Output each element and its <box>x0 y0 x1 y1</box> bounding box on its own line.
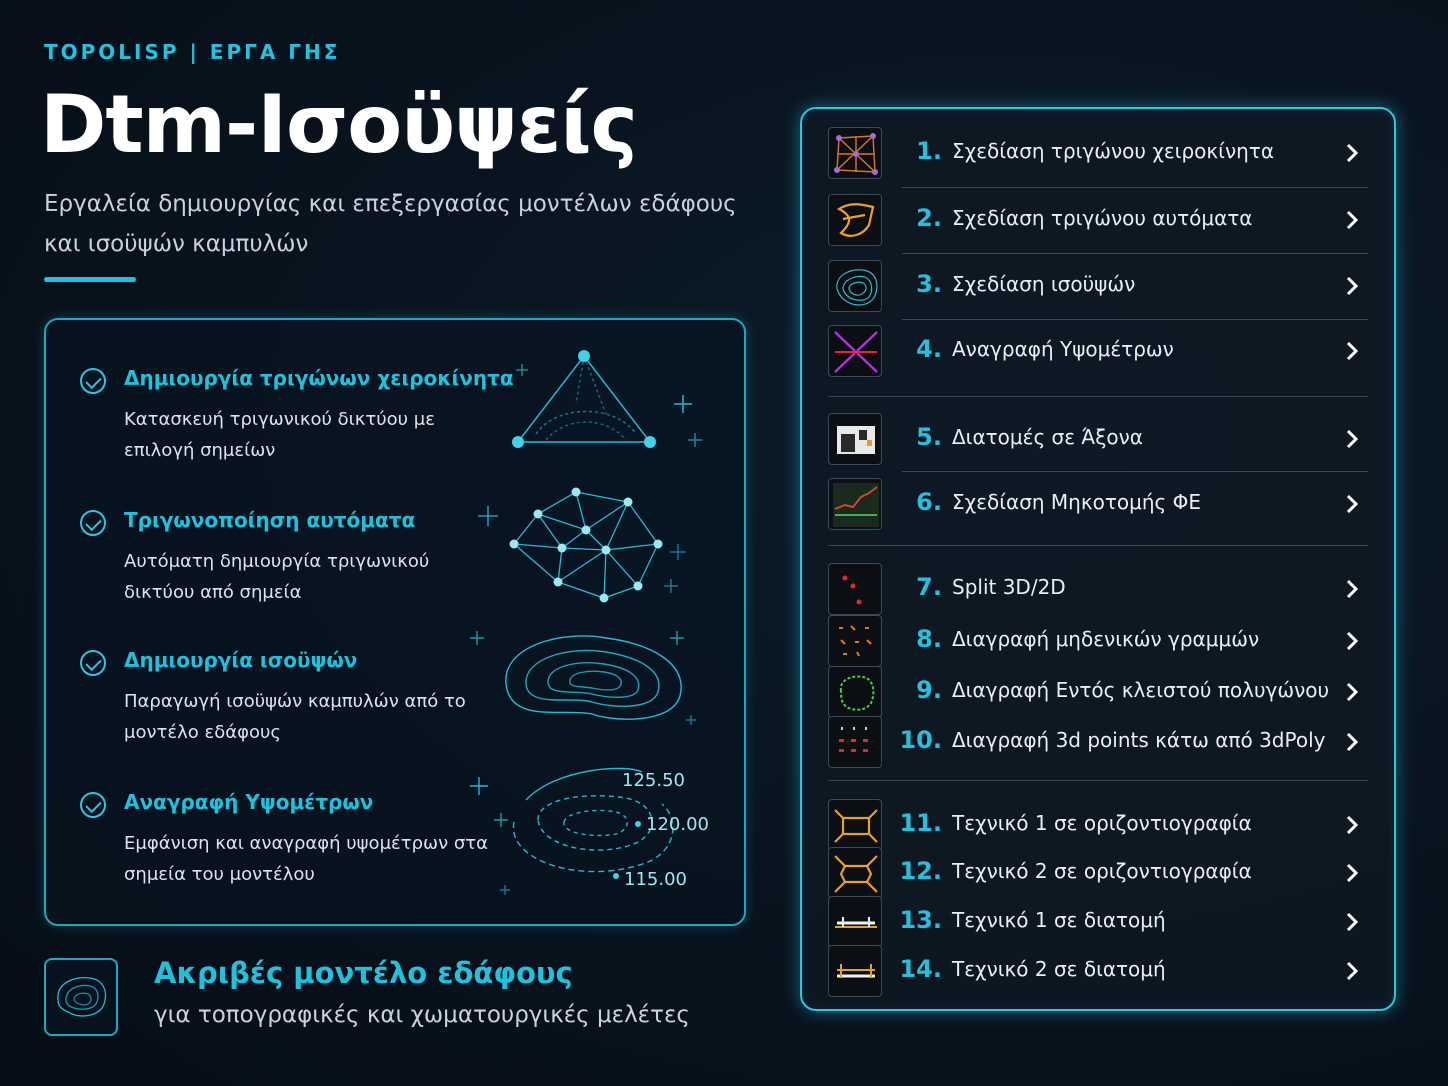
contours-icon <box>828 260 882 312</box>
check-icon <box>80 650 106 676</box>
feature-title: Τριγωνοποίηση αυτόματα <box>124 508 416 532</box>
menu-item-number: 4. <box>916 335 942 363</box>
chevron-right-icon <box>1346 863 1358 883</box>
cross-sections-icon <box>828 413 882 465</box>
check-icon <box>80 368 106 394</box>
menu-item-1[interactable] <box>828 127 1372 181</box>
menu-item-label: Διαγραφή μηδενικών γραμμών <box>952 627 1260 651</box>
chevron-right-icon <box>1346 732 1358 752</box>
command-menu <box>800 107 1396 1011</box>
page-subtitle: Εργαλεία δημιουργίας και επεξεργασίας μοντέλων εδάφους και ισοϋψών καμπυλών <box>44 191 737 257</box>
chevron-right-icon <box>1346 682 1358 702</box>
menu-item-13[interactable] <box>828 896 1372 950</box>
menu-item-7[interactable] <box>828 563 1372 617</box>
menu-item-label: Σχεδίαση τριγώνου χειροκίνητα <box>952 139 1275 163</box>
feature-description: Παραγωγή ισοϋψών καμπυλών από το μοντέλο εδάφους <box>124 691 466 743</box>
menu-item-number: 3. <box>916 270 942 298</box>
menu-item-label: Διαγραφή Εντός κλειστού πολυγώνου <box>952 678 1330 702</box>
feature-description: Εμφάνιση και αναγραφή υψομέτρων στα σημεία του μοντέλου <box>124 833 488 885</box>
menu-item-12[interactable] <box>828 847 1372 901</box>
chevron-right-icon <box>1346 579 1358 599</box>
menu-item-label: Διαγραφή 3d points κάτω από 3dPoly <box>952 728 1326 752</box>
menu-item-label: Τεχνικό 1 σε διατομή <box>952 908 1166 932</box>
elevation-labels-icon <box>466 750 728 900</box>
check-icon <box>80 792 106 818</box>
page-title: Dtm-Ισοϋψείς <box>40 78 637 171</box>
chevron-right-icon <box>1346 429 1358 449</box>
manual-tin-icon <box>828 127 882 179</box>
menu-item-4[interactable] <box>828 325 1372 379</box>
menu-item-number: 1. <box>916 137 942 165</box>
chevron-right-icon <box>1346 143 1358 163</box>
delete-points-below-icon <box>828 716 882 768</box>
menu-item-number: 7. <box>916 573 942 601</box>
menu-item-label: Αναγραφή Υψομέτρων <box>952 337 1174 361</box>
menu-item-number: 9. <box>916 676 942 704</box>
menu-item-number: 6. <box>916 488 942 516</box>
chevron-right-icon <box>1346 276 1358 296</box>
menu-item-5[interactable] <box>828 413 1372 467</box>
chevron-right-icon <box>1346 815 1358 835</box>
menu-item-label: Διατομές σε Άξονα <box>952 425 1143 449</box>
menu-item-8[interactable] <box>828 615 1372 669</box>
chevron-right-icon <box>1346 912 1358 932</box>
menu-item-14[interactable] <box>828 945 1372 999</box>
menu-item-number: 10. <box>899 726 942 754</box>
feature-title: Αναγραφή Υψομέτρων <box>124 790 374 814</box>
menu-item-6[interactable] <box>828 478 1372 532</box>
elevation-label: 115.00 <box>624 869 687 890</box>
elevation-label: 120.00 <box>646 814 709 835</box>
menu-item-3[interactable] <box>828 260 1372 314</box>
feature-description: Αυτόματη δημιουργία τριγωνικού δικτύου από σημεία <box>124 551 430 603</box>
culvert1-section-icon <box>828 896 882 948</box>
check-icon <box>80 510 106 536</box>
menu-item-label: Split 3D/2D <box>952 575 1066 599</box>
menu-item-10[interactable] <box>828 716 1372 770</box>
chevron-right-icon <box>1346 494 1358 514</box>
menu-item-label: Τεχνικό 1 σε οριζοντιογραφία <box>952 811 1252 835</box>
triangulation-mesh-icon <box>466 482 716 608</box>
delete-zero-lines-icon <box>828 615 882 667</box>
chevron-right-icon <box>1346 961 1358 981</box>
long-profile-icon <box>828 478 882 530</box>
menu-item-label: Τεχνικό 2 σε διατομή <box>952 957 1166 981</box>
split-3d2d-icon <box>828 563 882 615</box>
menu-item-number: 11. <box>899 809 942 837</box>
menu-item-number: 8. <box>916 625 942 653</box>
culvert1-plan-icon <box>828 799 882 851</box>
elevation-cross-icon <box>828 325 882 377</box>
menu-item-11[interactable] <box>828 799 1372 853</box>
menu-item-2[interactable] <box>828 194 1372 248</box>
menu-item-number: 13. <box>899 906 942 934</box>
features-panel <box>44 318 746 926</box>
menu-item-label: Σχεδίαση ισοϋψών <box>952 272 1136 296</box>
contour-lines-icon <box>466 624 716 734</box>
delete-in-polygon-icon <box>828 666 882 718</box>
menu-item-label: Σχεδίαση Μηκοτομής ΦΕ <box>952 490 1202 514</box>
kicker: TOPOLISP | ΕΡΓΑ ΓΗΣ <box>44 40 341 64</box>
accent-divider <box>44 277 136 282</box>
chevron-right-icon <box>1346 210 1358 230</box>
menu-item-number: 14. <box>899 955 942 983</box>
callout-title: Ακριβές μοντέλο εδάφους <box>154 956 573 990</box>
chevron-right-icon <box>1346 341 1358 361</box>
callout-subtitle: για τοπογραφικές και χωματουργικές μελέτες <box>154 1002 690 1028</box>
culvert2-section-icon <box>828 945 882 997</box>
culvert2-plan-icon <box>828 847 882 899</box>
menu-item-label: Σχεδίαση τριγώνου αυτόματα <box>952 206 1253 230</box>
terrain-model-icon <box>44 958 118 1036</box>
manual-triangle-icon <box>466 344 716 464</box>
feature-title: Δημιουργία ισοϋψών <box>124 648 358 672</box>
feature-title: Δημιουργία τριγώνων χειροκίνητα <box>124 366 514 390</box>
auto-tin-icon <box>828 194 882 246</box>
elevation-label: 125.50 <box>622 770 685 791</box>
menu-item-number: 12. <box>899 857 942 885</box>
chevron-right-icon <box>1346 631 1358 651</box>
menu-item-9[interactable] <box>828 666 1372 720</box>
feature-description: Κατασκευή τριγωνικού δικτύου με επιλογή σημείων <box>124 409 435 461</box>
menu-item-label: Τεχνικό 2 σε οριζοντιογραφία <box>952 859 1252 883</box>
menu-item-number: 2. <box>916 204 942 232</box>
menu-item-number: 5. <box>916 423 942 451</box>
